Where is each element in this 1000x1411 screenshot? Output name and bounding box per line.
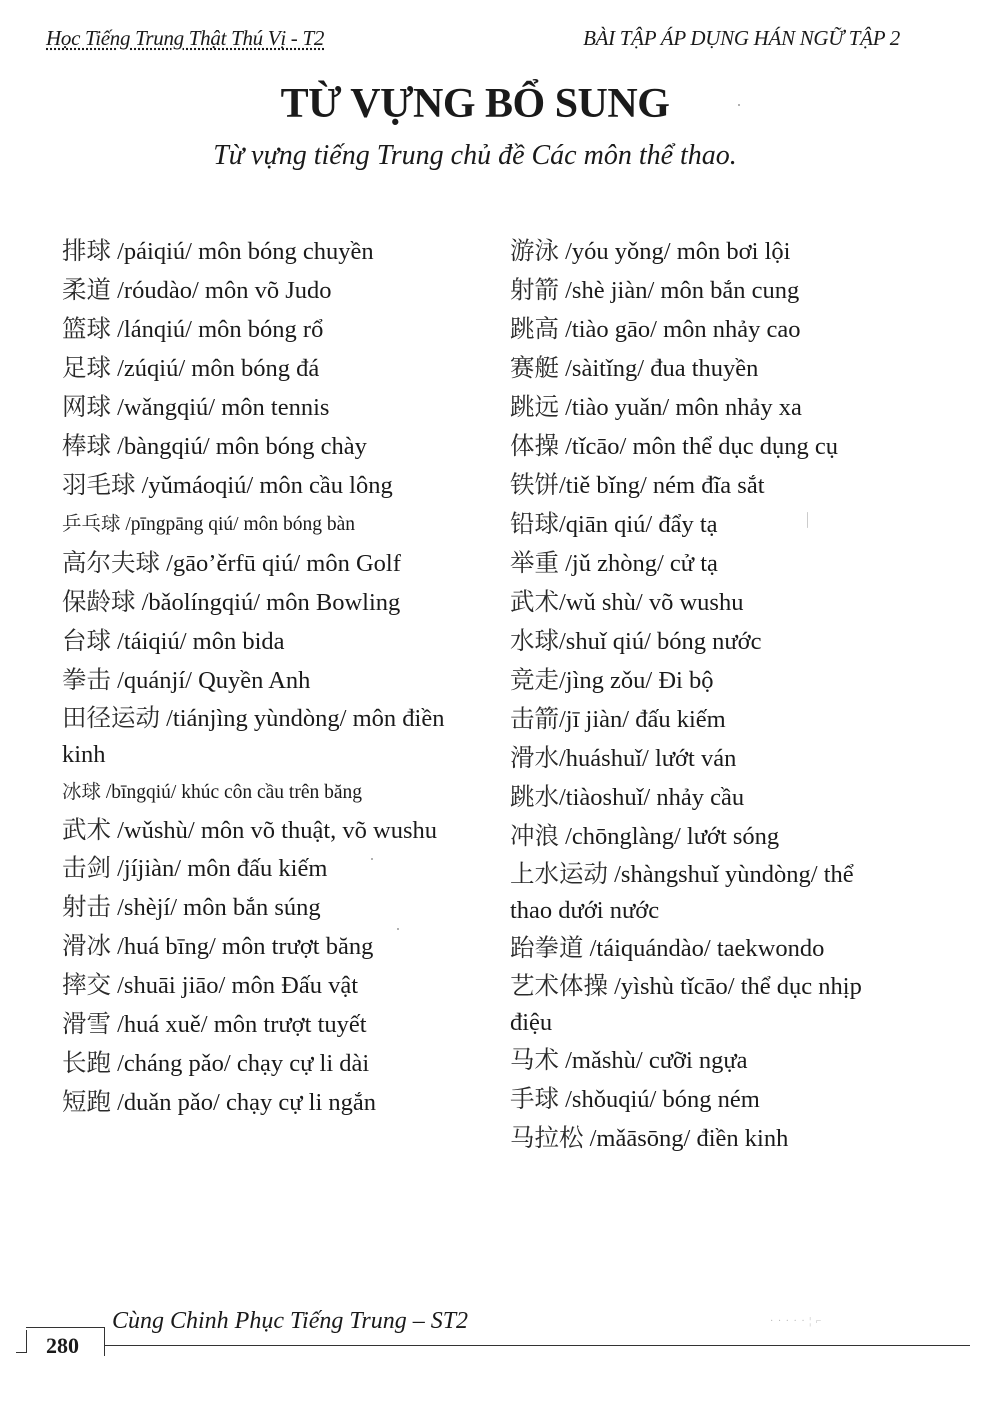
vocab-entry xyxy=(62,661,462,700)
vocab-meaning: cử tạ xyxy=(669,550,718,577)
vocab-entry xyxy=(62,888,462,927)
vocab-entry xyxy=(510,505,890,544)
page-number: 280 xyxy=(46,1333,79,1358)
vocab-pinyin: /shuǐ qiú/ xyxy=(559,628,651,655)
vocab-pinyin: /táiquándào/ xyxy=(589,935,711,962)
vocab-pinyin: /yìshù tǐcāo/ xyxy=(614,973,735,1000)
vocab-hanzi: 武术 xyxy=(62,815,111,844)
vocab-meaning: môn bóng chuyền xyxy=(198,238,374,265)
vocab-entry xyxy=(62,310,462,349)
running-header-right: BÀI TẬP ÁP DỤNG HÁN NGỮ TẬP 2 xyxy=(583,26,900,50)
vocab-pinyin: /tiàoshuǐ/ xyxy=(559,784,651,811)
vocab-meaning: đua thuyền xyxy=(650,355,759,382)
vocab-meaning: khúc côn cầu trên băng xyxy=(181,782,363,803)
vocab-meaning: ném đĩa sắt xyxy=(652,472,765,499)
vocab-entry xyxy=(510,310,890,349)
vocab-meaning: môn bắn súng xyxy=(183,894,321,921)
vocab-meaning: môn bida xyxy=(192,628,285,655)
vocab-entry xyxy=(510,1080,890,1119)
vocab-entry xyxy=(62,1044,462,1083)
vocab-meaning: môn võ thuật, võ wushu xyxy=(200,817,437,844)
vocab-pinyin: /jìng zǒu/ xyxy=(559,667,653,694)
vocab-pinyin: /táiqiú/ xyxy=(117,628,187,655)
vocab-pinyin: /shǒuqiú/ xyxy=(565,1086,657,1113)
footer-scan-mark: · · · · · ¦ ⌐ xyxy=(770,1316,823,1327)
vocab-meaning: Đi bộ xyxy=(658,667,714,694)
vocab-pinyin: /chōnglàng/ xyxy=(565,823,681,850)
vocab-meaning: môn thể dục dụng cụ xyxy=(632,433,838,460)
vocab-hanzi: 冰球 xyxy=(62,780,102,803)
vocab-hanzi: 射击 xyxy=(62,892,111,921)
scan-speck xyxy=(738,104,740,106)
vocab-pinyin: /tiě bǐng/ xyxy=(559,472,647,499)
vocab-meaning: môn điền kinh xyxy=(62,705,445,768)
vocab-hanzi: 体操 xyxy=(510,431,559,460)
running-header-left: Học Tiếng Trung Thật Thú Vị - T2 xyxy=(46,26,325,50)
vocab-column-left xyxy=(62,232,462,1122)
vocab-entry xyxy=(510,427,890,466)
vocab-entry xyxy=(62,622,462,661)
vocab-hanzi: 赛艇 xyxy=(510,353,559,382)
vocab-meaning: lướt sóng xyxy=(686,823,780,850)
vocab-meaning: lướt ván xyxy=(654,745,737,772)
vocab-pinyin: /shuāi jiāo/ xyxy=(117,972,226,999)
page-title: TỪ VỰNG BỔ SUNG xyxy=(280,81,670,127)
vocab-hanzi: 拳击 xyxy=(62,665,111,694)
vocab-pinyin: /tǐcāo/ xyxy=(565,433,627,460)
vocab-entry xyxy=(62,849,462,888)
vocab-meaning: bóng nước xyxy=(657,628,762,655)
vocab-meaning: cưỡi ngựa xyxy=(648,1047,748,1074)
page-subtitle: Từ vựng tiếng Trung chủ đề Các môn thể thao. xyxy=(213,140,737,171)
vocab-entry xyxy=(510,271,890,310)
vocab-hanzi: 击箭 xyxy=(510,704,559,733)
vocab-entry xyxy=(510,544,890,583)
vocab-hanzi: 游泳 xyxy=(510,236,559,265)
vocab-pinyin: /róudào/ xyxy=(117,277,199,304)
vocab-hanzi: 台球 xyxy=(62,626,111,655)
vocab-entry xyxy=(62,271,462,310)
vocab-pinyin: /bǎolíngqiú/ xyxy=(141,589,261,616)
vocab-hanzi: 跳水 xyxy=(510,782,559,811)
vocab-hanzi: 冲浪 xyxy=(510,821,559,850)
vocab-hanzi: 跳远 xyxy=(510,392,559,421)
vocab-hanzi: 排球 xyxy=(62,236,111,265)
vocab-entry xyxy=(510,856,890,929)
vocab-meaning: môn nhảy xa xyxy=(675,394,802,421)
vocab-column-right xyxy=(510,232,890,1158)
vocab-pinyin: /shèjí/ xyxy=(117,894,178,921)
vocab-meaning: taekwondo xyxy=(716,935,825,962)
vocab-meaning: bóng ném xyxy=(662,1086,760,1113)
vocab-pinyin: /shè jiàn/ xyxy=(565,277,655,304)
vocab-hanzi: 上水运动 xyxy=(510,859,608,888)
vocab-entry xyxy=(510,583,890,622)
vocab-hanzi: 举重 xyxy=(510,548,559,577)
vocab-entry xyxy=(510,661,890,700)
vocab-entry xyxy=(62,232,462,271)
vocab-entry xyxy=(510,232,890,271)
vocab-pinyin: /wǔ shù/ xyxy=(559,589,643,616)
vocab-hanzi: 乒乓球 xyxy=(62,512,121,535)
vocab-hanzi: 跆拳道 xyxy=(510,933,584,962)
vocab-entry xyxy=(510,929,890,968)
vocab-meaning: môn tennis xyxy=(221,394,330,421)
vocab-meaning: nhảy cầu xyxy=(656,784,745,811)
vocab-pinyin: /qiān qiú/ xyxy=(559,511,653,538)
vocab-hanzi: 跳高 xyxy=(510,314,559,343)
vocab-entry xyxy=(510,778,890,817)
vocab-hanzi: 高尔夫球 xyxy=(62,548,160,577)
vocab-pinyin: /shàngshuǐ yùndòng/ xyxy=(614,861,818,888)
vocab-hanzi: 滑水 xyxy=(510,743,559,772)
vocab-entry xyxy=(510,466,890,505)
vocab-hanzi: 短跑 xyxy=(62,1087,111,1116)
vocab-pinyin: /wǎngqiú/ xyxy=(117,394,216,421)
vocab-hanzi: 保龄球 xyxy=(62,587,136,616)
vocab-pinyin: /cháng pǎo/ xyxy=(117,1050,231,1077)
vocab-hanzi: 足球 xyxy=(62,353,111,382)
vocab-pinyin: /gāo’ěrfū qiú/ xyxy=(166,550,301,577)
vocab-meaning: thể thao dưới nước xyxy=(510,861,854,924)
vocab-hanzi: 篮球 xyxy=(62,314,111,343)
vocab-entry xyxy=(62,349,462,388)
vocab-meaning: môn đấu kiếm xyxy=(187,855,328,882)
vocab-entry xyxy=(510,817,890,856)
vocab-hanzi: 柔道 xyxy=(62,275,111,304)
vocab-entry xyxy=(510,622,890,661)
vocab-entry xyxy=(510,968,890,1041)
vocab-pinyin: /huáshuǐ/ xyxy=(559,745,649,772)
vocab-meaning: đẩy tạ xyxy=(658,511,718,538)
vocab-entry xyxy=(510,388,890,427)
vocab-hanzi: 马拉松 xyxy=(510,1123,584,1152)
scan-speck xyxy=(371,858,373,860)
vocab-pinyin: /zúqiú/ xyxy=(117,355,186,382)
vocab-pinyin: /lánqiú/ xyxy=(117,316,192,343)
vocab-hanzi: 滑雪 xyxy=(62,1009,111,1038)
vocab-pinyin: /sàitǐng/ xyxy=(565,355,645,382)
vocab-entry xyxy=(62,927,462,966)
vocab-entry xyxy=(62,700,462,773)
vocab-hanzi: 射箭 xyxy=(510,275,559,304)
vocab-pinyin: /wǔshù/ xyxy=(117,817,195,844)
vocab-entry xyxy=(62,812,462,849)
vocab-meaning: môn bơi lội xyxy=(676,238,791,265)
vocab-meaning: đấu kiếm xyxy=(635,706,726,733)
vocab-pinyin: /jíjiàn/ xyxy=(117,855,182,882)
vocab-pinyin: /tiào yuǎn/ xyxy=(565,394,670,421)
footer-title: Cùng Chinh Phục Tiếng Trung – ST2 xyxy=(112,1308,469,1334)
vocab-pinyin: /huá xuě/ xyxy=(117,1011,208,1038)
vocab-entry xyxy=(62,773,462,812)
vocab-pinyin: /yǔmáoqiú/ xyxy=(141,472,254,499)
vocab-meaning: chạy cự li dài xyxy=(236,1050,370,1077)
vocab-entry xyxy=(62,966,462,1005)
vocab-meaning: môn cầu lông xyxy=(259,472,393,499)
vocab-hanzi: 手球 xyxy=(510,1084,559,1113)
vocab-hanzi: 艺术体操 xyxy=(510,971,608,1000)
vocab-entry xyxy=(510,1041,890,1080)
vocab-meaning: môn trượt tuyết xyxy=(213,1011,367,1038)
vocab-meaning: môn bóng rổ xyxy=(198,316,324,343)
vocab-entry xyxy=(62,1083,462,1122)
vocab-meaning: môn nhảy cao xyxy=(663,316,801,343)
vocab-entry xyxy=(62,583,462,622)
vocab-pinyin: /jī jiàn/ xyxy=(559,706,630,733)
vocab-pinyin: /quánjí/ xyxy=(117,667,192,694)
vocab-hanzi: 田径运动 xyxy=(62,703,160,732)
vocab-pinyin: /páiqiú/ xyxy=(117,238,192,265)
footer-rule xyxy=(104,1345,970,1346)
vocab-pinyin: /huá bīng/ xyxy=(117,933,216,960)
vocab-pinyin: /mǎshù/ xyxy=(565,1047,643,1074)
vocab-entry xyxy=(510,739,890,778)
vocab-pinyin: /duǎn pǎo/ xyxy=(117,1089,220,1116)
vocab-hanzi: 网球 xyxy=(62,392,111,421)
vocab-pinyin: /bàngqiú/ xyxy=(117,433,210,460)
vocab-pinyin: /mǎāsōng/ xyxy=(589,1125,691,1152)
vocab-entry xyxy=(62,1005,462,1044)
vocab-hanzi: 摔交 xyxy=(62,970,111,999)
vocab-entry xyxy=(62,427,462,466)
vocab-entry xyxy=(510,1119,890,1158)
vocab-hanzi: 长跑 xyxy=(62,1048,111,1077)
vocab-meaning: chạy cự li ngắn xyxy=(226,1089,377,1116)
vocab-meaning: môn Golf xyxy=(306,550,401,577)
vocab-entry xyxy=(62,544,462,583)
vocab-meaning: môn bóng đá xyxy=(191,355,320,382)
vocab-pinyin: /pīngpāng qiú/ xyxy=(125,514,239,535)
vocab-meaning: môn Đấu vật xyxy=(231,972,359,999)
vocab-hanzi: 马术 xyxy=(510,1045,559,1074)
vocab-meaning: võ wushu xyxy=(648,589,744,616)
vocab-hanzi: 竞走 xyxy=(510,665,559,694)
vocab-meaning: môn võ Judo xyxy=(204,277,332,304)
vocab-hanzi: 滑冰 xyxy=(62,931,111,960)
vocab-meaning: điền kinh xyxy=(696,1125,789,1152)
vocab-hanzi: 棒球 xyxy=(62,431,111,460)
vocab-entry xyxy=(510,700,890,739)
vocab-entry xyxy=(62,388,462,427)
vocab-pinyin: /jǔ zhòng/ xyxy=(565,550,664,577)
vocab-meaning: môn Bowling xyxy=(266,589,401,616)
vocab-entry xyxy=(510,349,890,388)
scan-speck xyxy=(397,928,399,930)
vocab-hanzi: 羽毛球 xyxy=(62,470,136,499)
vocab-hanzi: 铅球 xyxy=(510,509,559,538)
vocab-hanzi: 击剑 xyxy=(62,853,111,882)
vocab-hanzi: 铁饼 xyxy=(510,470,559,499)
vocab-meaning: môn trượt băng xyxy=(221,933,374,960)
vocab-hanzi: 武术 xyxy=(510,587,559,616)
vocab-meaning: môn bóng chày xyxy=(215,433,367,460)
vocab-meaning: môn bắn cung xyxy=(660,277,800,304)
vocab-hanzi: 水球 xyxy=(510,626,559,655)
vocab-entry xyxy=(62,466,462,505)
vocab-pinyin: /yóu yǒng/ xyxy=(565,238,671,265)
vocab-pinyin: /tiào gāo/ xyxy=(565,316,657,343)
scan-speck xyxy=(807,512,808,528)
vocab-meaning: môn bóng bàn xyxy=(243,514,356,535)
vocab-entry xyxy=(62,505,462,544)
vocab-meaning: thể dục nhịp điệu xyxy=(510,973,862,1036)
vocab-meaning: Quyền Anh xyxy=(198,667,311,694)
vocab-pinyin: /tiánjìng yùndòng/ xyxy=(166,705,347,732)
vocab-pinyin: /bīngqiú/ xyxy=(105,782,177,803)
